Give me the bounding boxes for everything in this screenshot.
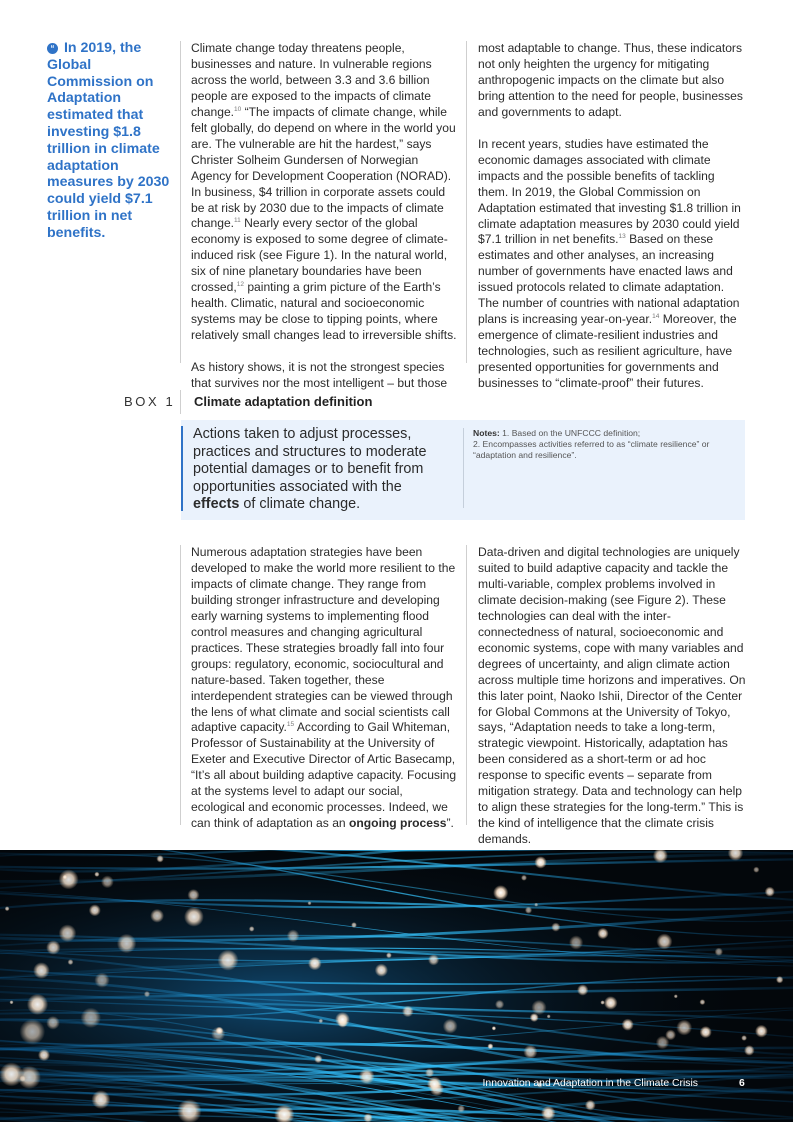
light-dot — [492, 1026, 496, 1030]
box-title: Climate adaptation definition — [194, 394, 373, 409]
footnote-ref: 13 — [618, 233, 626, 241]
light-dot — [319, 1019, 324, 1024]
paragraph: Climate change today threatens people, businesses and nature. In vulnerable regions across the world, between 3.3 and 3.6 billion people are exposed to the impacts of climate change.$^{10}$ “The impacts of climate change, while felt globally, do depend on where in the world you are. The vulnerable are hit the hardest,” says Christer Solheim Gundersen of Norwegian Agency for Development Cooperation (NORAD). In business, $4 trillion in corporate assets could be at risk by 2030 due to the impacts of climate change.$^{11}$ Nearly every sector of the global economy is exposed to some degree of climate-induced risk (see Figure 1). In the natural world, six of nine planetary boundaries have been crossed,$^{12}$ painting a grim picture of the Earth’s health. Climatic, natural and socioeconomic systems may be close to tipping points, where relatively small changes lead to irreversible shifts. — [191, 41, 457, 343]
page-number: 6 — [739, 1078, 745, 1089]
light-dot — [101, 875, 114, 888]
light-dot — [776, 976, 783, 983]
light-dot — [597, 928, 608, 939]
light-dot — [495, 1000, 504, 1009]
paragraph: As history shows, it is not the strongest species that survives nor the most intelligent – but those — [191, 360, 448, 391]
light-dot — [156, 855, 163, 862]
light-dot — [622, 1019, 634, 1031]
light-dot — [287, 930, 300, 943]
light-dot — [493, 885, 508, 900]
light-dot — [20, 1019, 46, 1045]
light-dot — [150, 909, 164, 923]
light-dot — [577, 984, 588, 995]
quote-icon: “ — [47, 43, 58, 54]
pull-quote-text: In 2019, the Global Commission on Adaptation estimated that investing $1.8 trillion in climate adaptation measures by 2030 could yield $7.1 trillion in net benefits. — [47, 40, 170, 241]
paragraph: In recent years, studies have estimated the economic damages associated with climate impacts and the possible benefits of tackling them. In 2019, the Global Commission on Adaptation estimated that investing $1.8 trillion in climate adaptation measures by 2030 could yield $7.1 trillion in net benefits.$^{13}$ Based on these estimates and other analyses, an increasing number of governments have enacted laws and issued protocols related to climate adaptation. The number of countries with national adaptation plans is increasing year-on-year.$^{14}$ Moreover, the emergence of climate-resilient industries and technologies, such as resilient agriculture, have presented opportunities for governments and businesses to “climate-proof” their futures. — [478, 136, 741, 391]
light-dot — [215, 1027, 223, 1035]
body-column-right — [466, 545, 746, 847]
body-column-left — [180, 545, 459, 831]
light-dot — [81, 1008, 101, 1028]
light-dot — [335, 1012, 350, 1027]
light-dot — [547, 1014, 551, 1018]
light-dot — [94, 973, 109, 988]
light-dot — [753, 867, 759, 873]
light-dot — [5, 906, 10, 911]
light-dot — [89, 904, 101, 916]
light-dot — [59, 924, 77, 942]
light-dot — [249, 926, 255, 932]
light-dot — [59, 869, 79, 889]
light-dot — [218, 950, 239, 971]
light-dot — [314, 1055, 322, 1063]
footnote-ref: 14 — [652, 313, 660, 321]
light-dot — [63, 875, 68, 880]
notes-label: Notes: — [473, 428, 500, 438]
light-dot — [656, 934, 672, 950]
footnote-ref: 10 — [234, 105, 242, 113]
light-dot — [585, 1100, 596, 1111]
box-divider — [180, 390, 181, 414]
light-dot — [531, 1000, 546, 1015]
light-dot — [68, 959, 74, 965]
light-dot — [521, 875, 527, 881]
note-2: 2. Encompasses activities referred to as “climate resilience” or “adaptation and resilience”. — [473, 439, 710, 460]
light-dot — [523, 1045, 537, 1059]
light-dot — [534, 856, 546, 868]
light-dot — [188, 889, 200, 901]
note-1: 1. Based on the UNFCCC definition; — [499, 428, 641, 438]
light-dot — [534, 903, 538, 907]
footer-title: Innovation and Adaptation in the Climate Crisis — [482, 1078, 698, 1089]
paragraph: Data-driven and digital technologies are uniquely suited to build adaptive capacity and tackle the multi-variable, complex problems involved in climate decision-making (see Figure 2). These technologies can deal with the inter-connectedness of natural, socioeconomic and economic systems, cope with many variables and degrees of uncertainty, and align climate action across multiple time horizons and imperatives. On this later point, Naoko Ishii, Director of the Center for Global Commons at the University of Tokyo, says, “Adaptation needs to take a long-term, strategic viewpoint. Historically, adaptation has been considered as a short-term or ad hoc response to specific events – separate from mitigation strategy. Data and technology can help to align these strategies for the long-term.” This is the kind of intelligence that the climate crisis demands. — [478, 545, 746, 847]
light-dot — [308, 901, 312, 905]
light-dot — [457, 1105, 465, 1113]
light-dot — [487, 1043, 493, 1049]
pull-quote — [47, 40, 172, 242]
footnote-ref: 15 — [286, 721, 295, 729]
light-dot — [656, 1036, 669, 1049]
light-dot — [443, 1019, 458, 1034]
light-dot — [351, 922, 357, 928]
light-dot — [427, 1077, 442, 1092]
footnote-ref: 12 — [236, 281, 244, 289]
footnote-ref: 11 — [234, 217, 241, 225]
light-dot — [676, 1020, 692, 1036]
light-dot — [700, 1026, 712, 1038]
box-definition: Actions taken to adjust processes, practices and structures to moderate potential damages or to benefit from opportunities associated with the effects of climate change. — [181, 426, 428, 511]
light-dot — [765, 887, 775, 897]
light-dot — [530, 1013, 539, 1022]
light-dot — [18, 1066, 41, 1089]
light-dot — [33, 962, 50, 979]
light-dot — [755, 1025, 768, 1038]
light-dot — [27, 994, 48, 1015]
intro-column-left — [180, 41, 459, 391]
light-dot — [46, 1016, 60, 1030]
fiber-optic-image — [0, 850, 793, 1122]
box-notes — [463, 428, 753, 508]
light-dot — [117, 934, 136, 953]
light-dot — [569, 935, 583, 949]
light-dot — [541, 1106, 556, 1121]
light-dot — [428, 954, 439, 965]
light-dot — [10, 1000, 14, 1004]
light-dot — [425, 1068, 434, 1077]
light-dot — [604, 996, 618, 1010]
light-dot — [525, 907, 532, 914]
paragraph: Numerous adaptation strategies have been developed to make the world more resilient to the impacts of climate change. They range from building stronger infrastructure and developing early warning systems to implementing flood control measures and changing agricultural practices. These strategies broadly fall into four groups: regulatory, economic, sociocultural and nature-based. Taken together, these interdependent strategies can be viewed through the lens of what climate and social scientists call adaptive capacity.$^{15}$ According to Gail Whiteman, Professor of Sustainability at the University of Exeter and Executive Director of Artic Basecamp, “It’s all about building adaptive capacity. Focusing at the systems level to adapt our social, ecological and economic processes. Indeed, we can think of adaptation as an ongoing process”. — [191, 545, 457, 831]
light-dot — [551, 923, 560, 932]
light-dot — [359, 1069, 375, 1085]
light-dot — [144, 991, 150, 997]
light-dot — [744, 1045, 755, 1056]
light-dot — [308, 957, 322, 971]
light-dot — [674, 994, 678, 998]
light-dot — [375, 964, 388, 977]
light-dot — [92, 1090, 111, 1109]
light-dot — [402, 1006, 414, 1018]
light-dot — [38, 1049, 50, 1061]
box-label: BOX 1 — [124, 394, 176, 409]
light-dot — [700, 999, 706, 1005]
light-dot — [184, 907, 204, 927]
bold-term: ongoing process — [349, 816, 447, 831]
light-dot — [386, 952, 392, 958]
paragraph: most adaptable to change. Thus, these indicators not only heighten the urgency for mitigating anthropogenic impacts on the climate but also bring attention to the need for people, businesses and governments to adapt. — [478, 41, 743, 119]
intro-column-right — [466, 41, 746, 391]
definition-bold-term: effects — [193, 496, 240, 513]
light-dot — [715, 948, 723, 956]
light-dot — [94, 872, 99, 877]
light-dot — [741, 1035, 747, 1041]
light-dot — [46, 940, 60, 954]
